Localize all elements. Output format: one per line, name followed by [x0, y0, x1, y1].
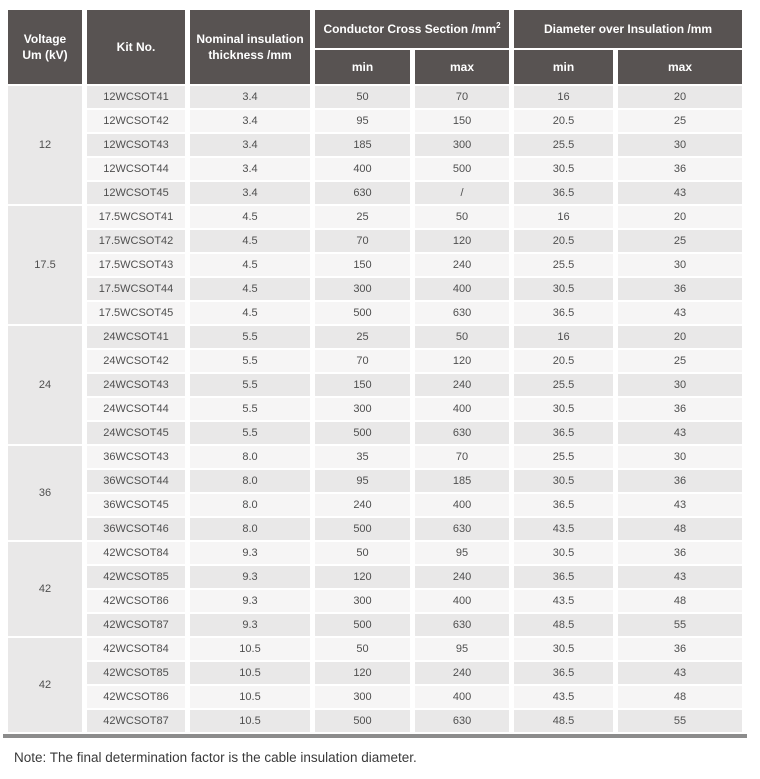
- cell-kit-no: 17.5WCSOT45: [87, 302, 185, 324]
- table-row: [8, 158, 742, 180]
- cell-conductor-min: 50: [315, 542, 410, 564]
- table-row: [8, 638, 742, 660]
- table-row: [8, 494, 742, 516]
- table-row: [8, 326, 742, 348]
- cell-diameter-max: 36: [618, 638, 742, 660]
- cell-kit-no: 12WCSOT43: [87, 134, 185, 156]
- voltage-group-cell: 24: [8, 326, 82, 444]
- table-row: [8, 446, 742, 468]
- cell-conductor-max: 400: [415, 686, 509, 708]
- cell-thickness: 10.5: [190, 662, 310, 684]
- cell-kit-no: 42WCSOT87: [87, 710, 185, 732]
- cell-diameter-max: 30: [618, 446, 742, 468]
- cell-thickness: 9.3: [190, 614, 310, 636]
- cell-conductor-min: 25: [315, 326, 410, 348]
- cell-diameter-max: 20: [618, 326, 742, 348]
- table-row: [8, 350, 742, 372]
- cell-kit-no: 36WCSOT46: [87, 518, 185, 540]
- cell-diameter-min: 30.5: [514, 638, 613, 660]
- cell-conductor-max: 400: [415, 398, 509, 420]
- col-header-diameter-max: max: [618, 50, 742, 84]
- cell-thickness: 3.4: [190, 182, 310, 204]
- cell-conductor-min: 500: [315, 710, 410, 732]
- footnote: Note: The final determination factor is the cable insulation diameter.: [14, 750, 417, 765]
- cell-diameter-max: 36: [618, 158, 742, 180]
- cell-thickness: 10.5: [190, 710, 310, 732]
- cell-conductor-min: 120: [315, 662, 410, 684]
- table-row: [8, 398, 742, 420]
- cell-conductor-max: 120: [415, 350, 509, 372]
- cell-thickness: 5.5: [190, 326, 310, 348]
- table-row: [8, 662, 742, 684]
- cell-diameter-max: 30: [618, 134, 742, 156]
- col-header-kit-no: [87, 10, 185, 84]
- cell-diameter-min: 43.5: [514, 686, 613, 708]
- cell-conductor-min: 70: [315, 230, 410, 252]
- cell-conductor-max: 240: [415, 566, 509, 588]
- cell-diameter-min: 36.5: [514, 494, 613, 516]
- cell-thickness: 8.0: [190, 470, 310, 492]
- cell-conductor-max: 300: [415, 134, 509, 156]
- conductor-header-label: Conductor Cross Section /mm: [323, 21, 497, 36]
- cell-thickness: 5.5: [190, 398, 310, 420]
- cell-thickness: 10.5: [190, 686, 310, 708]
- cell-thickness: 4.5: [190, 302, 310, 324]
- cell-kit-no: 36WCSOT44: [87, 470, 185, 492]
- table-row: [8, 710, 742, 732]
- cell-diameter-min: 30.5: [514, 542, 613, 564]
- cell-conductor-min: 150: [315, 374, 410, 396]
- voltage-group-cell: 12: [8, 86, 82, 204]
- cell-conductor-max: 630: [415, 302, 509, 324]
- cell-kit-no: 24WCSOT43: [87, 374, 185, 396]
- cell-diameter-min: 25.5: [514, 374, 613, 396]
- col-header-diameter-min: min: [514, 50, 613, 84]
- table-row: [8, 278, 742, 300]
- cell-conductor-min: 500: [315, 614, 410, 636]
- cell-thickness: 3.4: [190, 158, 310, 180]
- cell-conductor-max: 400: [415, 590, 509, 612]
- cell-kit-no: 24WCSOT45: [87, 422, 185, 444]
- cell-diameter-max: 43: [618, 422, 742, 444]
- table-row: [8, 614, 742, 636]
- cell-conductor-max: 240: [415, 662, 509, 684]
- cell-kit-no: 17.5WCSOT44: [87, 278, 185, 300]
- cell-diameter-max: 25: [618, 350, 742, 372]
- table-body: [8, 86, 742, 732]
- table-row: [8, 686, 742, 708]
- cell-diameter-max: 25: [618, 110, 742, 132]
- cell-conductor-max: 50: [415, 206, 509, 228]
- cell-diameter-min: 30.5: [514, 470, 613, 492]
- cell-diameter-max: 36: [618, 398, 742, 420]
- cell-conductor-min: 500: [315, 302, 410, 324]
- table-row: [8, 566, 742, 588]
- table-row: [8, 230, 742, 252]
- thickness-header-line2: thickness /mm: [208, 48, 292, 62]
- cell-conductor-min: 300: [315, 278, 410, 300]
- cell-diameter-max: 25: [618, 230, 742, 252]
- header-row-1: [8, 10, 742, 48]
- cell-conductor-min: 500: [315, 518, 410, 540]
- cell-conductor-max: 120: [415, 230, 509, 252]
- cell-diameter-max: 55: [618, 710, 742, 732]
- cell-conductor-min: 35: [315, 446, 410, 468]
- cell-conductor-min: 185: [315, 134, 410, 156]
- cell-conductor-min: 630: [315, 182, 410, 204]
- cell-thickness: 9.3: [190, 566, 310, 588]
- cell-thickness: 8.0: [190, 446, 310, 468]
- cell-diameter-min: 25.5: [514, 254, 613, 276]
- cell-diameter-min: 16: [514, 86, 613, 108]
- cell-diameter-max: 36: [618, 542, 742, 564]
- cell-conductor-max: 70: [415, 86, 509, 108]
- cell-diameter-min: 30.5: [514, 158, 613, 180]
- cell-thickness: 8.0: [190, 494, 310, 516]
- cell-diameter-min: 48.5: [514, 710, 613, 732]
- cell-diameter-min: 36.5: [514, 182, 613, 204]
- cell-conductor-min: 300: [315, 686, 410, 708]
- cell-kit-no: 36WCSOT43: [87, 446, 185, 468]
- cell-diameter-min: 30.5: [514, 278, 613, 300]
- cell-conductor-max: 400: [415, 278, 509, 300]
- cell-diameter-max: 48: [618, 686, 742, 708]
- voltage-group-cell: 42: [8, 542, 82, 636]
- table-row: [8, 302, 742, 324]
- cell-kit-no: 17.5WCSOT41: [87, 206, 185, 228]
- table-row: [8, 110, 742, 132]
- cell-thickness: 4.5: [190, 278, 310, 300]
- cell-conductor-max: 185: [415, 470, 509, 492]
- cell-diameter-max: 48: [618, 518, 742, 540]
- cell-diameter-min: 43.5: [514, 518, 613, 540]
- cell-kit-no: 42WCSOT86: [87, 686, 185, 708]
- cell-conductor-min: 300: [315, 398, 410, 420]
- cell-conductor-max: 630: [415, 422, 509, 444]
- cell-conductor-max: 95: [415, 638, 509, 660]
- cell-conductor-max: 400: [415, 494, 509, 516]
- cell-kit-no: 12WCSOT42: [87, 110, 185, 132]
- cell-kit-no: 42WCSOT84: [87, 542, 185, 564]
- cell-kit-no: 36WCSOT45: [87, 494, 185, 516]
- cell-conductor-min: 50: [315, 86, 410, 108]
- kit-no-header-label: Kit No.: [116, 39, 156, 54]
- col-header-conductor-cross-section: [315, 10, 509, 48]
- cell-conductor-max: 630: [415, 710, 509, 732]
- cell-thickness: 9.3: [190, 590, 310, 612]
- cell-thickness: 5.5: [190, 350, 310, 372]
- cell-diameter-max: 20: [618, 206, 742, 228]
- table-row: [8, 134, 742, 156]
- table-row: [8, 470, 742, 492]
- cell-diameter-max: 55: [618, 614, 742, 636]
- cell-diameter-max: 30: [618, 374, 742, 396]
- cell-diameter-max: 43: [618, 662, 742, 684]
- cell-kit-no: 24WCSOT41: [87, 326, 185, 348]
- cell-thickness: 10.5: [190, 638, 310, 660]
- cell-diameter-min: 36.5: [514, 422, 613, 444]
- cell-conductor-max: 240: [415, 254, 509, 276]
- cell-kit-no: 24WCSOT44: [87, 398, 185, 420]
- voltage-group-cell: 36: [8, 446, 82, 540]
- cell-diameter-max: 43: [618, 494, 742, 516]
- cell-thickness: 5.5: [190, 374, 310, 396]
- table-row: [8, 590, 742, 612]
- cell-diameter-max: 48: [618, 590, 742, 612]
- cell-conductor-min: 50: [315, 638, 410, 660]
- cell-diameter-max: 43: [618, 566, 742, 588]
- cell-thickness: 8.0: [190, 518, 310, 540]
- cell-conductor-min: 150: [315, 254, 410, 276]
- cell-diameter-min: 16: [514, 326, 613, 348]
- cell-conductor-min: 70: [315, 350, 410, 372]
- cell-conductor-max: /: [415, 182, 509, 204]
- cell-thickness: 5.5: [190, 422, 310, 444]
- table-row: [8, 422, 742, 444]
- cell-thickness: 4.5: [190, 254, 310, 276]
- cell-thickness: 9.3: [190, 542, 310, 564]
- cell-kit-no: 17.5WCSOT43: [87, 254, 185, 276]
- cell-conductor-max: 500: [415, 158, 509, 180]
- voltage-header-line1: Voltage: [23, 31, 67, 46]
- col-header-conductor-min: min: [315, 50, 410, 84]
- cell-conductor-min: 500: [315, 422, 410, 444]
- cell-kit-no: 24WCSOT42: [87, 350, 185, 372]
- cell-conductor-max: 70: [415, 446, 509, 468]
- cell-diameter-min: 48.5: [514, 614, 613, 636]
- cell-diameter-max: 20: [618, 86, 742, 108]
- cell-kit-no: 17.5WCSOT42: [87, 230, 185, 252]
- cell-conductor-min: 95: [315, 470, 410, 492]
- cell-kit-no: 42WCSOT87: [87, 614, 185, 636]
- conductor-header-superscript: 2: [496, 20, 501, 30]
- table-row: [8, 182, 742, 204]
- cell-diameter-min: 20.5: [514, 350, 613, 372]
- cell-diameter-min: 25.5: [514, 134, 613, 156]
- cell-diameter-min: 36.5: [514, 302, 613, 324]
- cell-kit-no: 12WCSOT41: [87, 86, 185, 108]
- table-row: [8, 542, 742, 564]
- cell-diameter-max: 36: [618, 278, 742, 300]
- cell-conductor-min: 120: [315, 566, 410, 588]
- cell-kit-no: 42WCSOT85: [87, 566, 185, 588]
- cell-diameter-min: 20.5: [514, 230, 613, 252]
- cell-conductor-min: 240: [315, 494, 410, 516]
- cell-conductor-min: 95: [315, 110, 410, 132]
- table-row: [8, 254, 742, 276]
- cell-thickness: 3.4: [190, 86, 310, 108]
- voltage-group-cell: 42: [8, 638, 82, 732]
- cell-conductor-min: 25: [315, 206, 410, 228]
- voltage-header-line2: Um (kV): [22, 48, 68, 62]
- col-header-thickness: [190, 10, 310, 84]
- cell-kit-no: 42WCSOT86: [87, 590, 185, 612]
- cell-thickness: 3.4: [190, 110, 310, 132]
- table-row: [8, 518, 742, 540]
- cell-diameter-min: 36.5: [514, 566, 613, 588]
- table-row: [8, 374, 742, 396]
- col-header-voltage: [8, 10, 82, 84]
- cell-diameter-min: 20.5: [514, 110, 613, 132]
- cell-kit-no: 42WCSOT84: [87, 638, 185, 660]
- cell-diameter-min: 25.5: [514, 446, 613, 468]
- cell-conductor-max: 240: [415, 374, 509, 396]
- cell-diameter-min: 36.5: [514, 662, 613, 684]
- cell-diameter-max: 36: [618, 470, 742, 492]
- cell-thickness: 3.4: [190, 134, 310, 156]
- thickness-header-line1: Nominal insulation: [196, 31, 304, 46]
- cell-kit-no: 42WCSOT85: [87, 662, 185, 684]
- table-row: [8, 206, 742, 228]
- diameter-header-label: Diameter over Insulation /mm: [544, 21, 713, 36]
- cell-diameter-min: 16: [514, 206, 613, 228]
- cell-conductor-max: 50: [415, 326, 509, 348]
- cell-conductor-max: 630: [415, 518, 509, 540]
- cell-diameter-max: 30: [618, 254, 742, 276]
- cell-kit-no: 12WCSOT44: [87, 158, 185, 180]
- cell-diameter-min: 30.5: [514, 398, 613, 420]
- cell-thickness: 4.5: [190, 206, 310, 228]
- cell-conductor-max: 630: [415, 614, 509, 636]
- col-header-diameter-over-insulation: [514, 10, 742, 48]
- table-row: [8, 86, 742, 108]
- kit-specifications-table: [3, 8, 747, 738]
- cell-conductor-min: 400: [315, 158, 410, 180]
- cell-diameter-max: 43: [618, 302, 742, 324]
- voltage-group-cell: 17.5: [8, 206, 82, 324]
- cell-kit-no: 12WCSOT45: [87, 182, 185, 204]
- cell-conductor-max: 150: [415, 110, 509, 132]
- cell-thickness: 4.5: [190, 230, 310, 252]
- col-header-conductor-max: max: [415, 50, 509, 84]
- cell-diameter-max: 43: [618, 182, 742, 204]
- cell-conductor-min: 300: [315, 590, 410, 612]
- cell-diameter-min: 43.5: [514, 590, 613, 612]
- cell-conductor-max: 95: [415, 542, 509, 564]
